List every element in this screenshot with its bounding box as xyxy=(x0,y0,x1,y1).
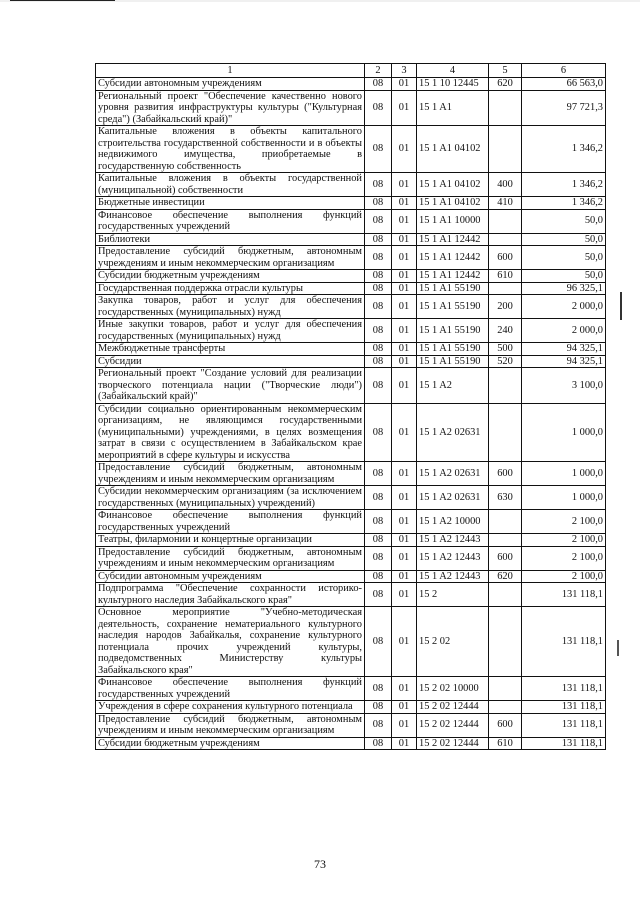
row-expense-type xyxy=(489,90,522,126)
row-name: Предоставление субсидий бюджетным, автономным учреждениям и иным некоммерческим организациям xyxy=(96,246,365,270)
row-target-code: 15 1 A2 10000 xyxy=(417,510,489,534)
row-name: Капитальные вложения в объекты государственной (муниципальной) собственности xyxy=(96,173,365,197)
row-expense-type xyxy=(489,209,522,233)
row-expense-type xyxy=(489,534,522,547)
row-section: 08 xyxy=(365,126,392,173)
table-row xyxy=(96,713,606,737)
row-subsection: 01 xyxy=(392,583,417,607)
scan-margin-mark xyxy=(617,640,619,656)
row-amount: 131 118,1 xyxy=(522,701,606,714)
row-target-code: 15 2 02 12444 xyxy=(417,701,489,714)
row-section: 08 xyxy=(365,701,392,714)
row-subsection: 01 xyxy=(392,534,417,547)
table-row xyxy=(96,737,606,750)
row-name: Финансовое обеспечение выполнения функций государственных учреждений xyxy=(96,510,365,534)
table-row xyxy=(96,126,606,173)
table-row xyxy=(96,534,606,547)
row-target-code: 15 1 A1 04102 xyxy=(417,126,489,173)
row-section: 08 xyxy=(365,343,392,356)
header-col-5: 5 xyxy=(489,64,522,78)
row-amount: 96 325,1 xyxy=(522,282,606,295)
row-name: Субсидии автономным учреждениям xyxy=(96,570,365,583)
row-expense-type xyxy=(489,701,522,714)
row-name: Субсидии социально ориентированным некоммерческим организациям, не являющимся государственными (муниципальными) учреждениями, в целях возмещения затрат в связи с осуществлением в Забайкальском крае мероприятий в сфере культуры и искусства xyxy=(96,403,365,462)
row-section: 08 xyxy=(365,368,392,404)
page-number: 73 xyxy=(314,857,326,871)
row-name: Основное мероприятие "Учебно-методическая деятельность, сохранение нематериального культурного наследия народов Забайкалья, сохранение культурного потенциала прочих учреждений культуры, подведомственных Министерству культуры Забайкальского края" xyxy=(96,607,365,677)
row-expense-type: 630 xyxy=(489,486,522,510)
row-target-code: 15 2 02 12444 xyxy=(417,737,489,750)
row-expense-type xyxy=(489,403,522,462)
row-name: Театры, филармонии и концертные организации xyxy=(96,534,365,547)
row-subsection: 01 xyxy=(392,403,417,462)
row-amount: 131 118,1 xyxy=(522,713,606,737)
row-expense-type: 500 xyxy=(489,343,522,356)
row-section: 08 xyxy=(365,534,392,547)
row-target-code: 15 1 A1 04102 xyxy=(417,173,489,197)
table-row xyxy=(96,570,606,583)
row-target-code: 15 1 A1 55190 xyxy=(417,343,489,356)
row-section: 08 xyxy=(365,546,392,570)
row-subsection: 01 xyxy=(392,319,417,343)
row-amount: 66 563,0 xyxy=(522,78,606,91)
row-section: 08 xyxy=(365,246,392,270)
row-section: 08 xyxy=(365,282,392,295)
row-section: 08 xyxy=(365,209,392,233)
row-subsection: 01 xyxy=(392,607,417,677)
table-row xyxy=(96,462,606,486)
row-expense-type: 200 xyxy=(489,295,522,319)
row-subsection: 01 xyxy=(392,713,417,737)
table-row xyxy=(96,173,606,197)
row-subsection: 01 xyxy=(392,486,417,510)
header-row xyxy=(96,64,606,78)
row-subsection: 01 xyxy=(392,462,417,486)
row-amount: 131 118,1 xyxy=(522,737,606,750)
row-name: Субсидии автономным учреждениям xyxy=(96,78,365,91)
table-row xyxy=(96,78,606,91)
row-section: 08 xyxy=(365,607,392,677)
row-name: Закупка товаров, работ и услуг для обеспечения государственных (муниципальных) нужд xyxy=(96,295,365,319)
row-amount: 50,0 xyxy=(522,209,606,233)
row-section: 08 xyxy=(365,737,392,750)
row-expense-type: 620 xyxy=(489,78,522,91)
row-target-code: 15 1 A1 10000 xyxy=(417,209,489,233)
row-target-code: 15 1 A2 xyxy=(417,368,489,404)
row-amount: 50,0 xyxy=(522,233,606,246)
row-expense-type xyxy=(489,583,522,607)
row-subsection: 01 xyxy=(392,78,417,91)
row-target-code: 15 1 A1 12442 xyxy=(417,270,489,283)
row-target-code: 15 1 A2 02631 xyxy=(417,403,489,462)
row-name: Межбюджетные трансферты xyxy=(96,343,365,356)
row-amount: 1 000,0 xyxy=(522,462,606,486)
row-amount: 131 118,1 xyxy=(522,677,606,701)
row-name: Учреждения в сфере сохранения культурного потенциала xyxy=(96,701,365,714)
row-subsection: 01 xyxy=(392,270,417,283)
row-target-code: 15 1 A1 55190 xyxy=(417,319,489,343)
row-expense-type: 610 xyxy=(489,737,522,750)
row-name: Финансовое обеспечение выполнения функций государственных учреждений xyxy=(96,209,365,233)
row-name: Субсидии некоммерческим организациям (за исключением государственных (муниципальных) учреждений) xyxy=(96,486,365,510)
table-row xyxy=(96,486,606,510)
row-subsection: 01 xyxy=(392,546,417,570)
row-expense-type xyxy=(489,510,522,534)
row-section: 08 xyxy=(365,319,392,343)
row-expense-type: 400 xyxy=(489,173,522,197)
header-col-4: 4 xyxy=(417,64,489,78)
scan-margin-mark xyxy=(620,292,622,320)
row-name: Библиотеки xyxy=(96,233,365,246)
row-section: 08 xyxy=(365,403,392,462)
row-subsection: 01 xyxy=(392,737,417,750)
row-name: Субсидии бюджетным учреждениям xyxy=(96,737,365,750)
header-col-6: 6 xyxy=(522,64,606,78)
row-name: Субсидии бюджетным учреждениям xyxy=(96,270,365,283)
row-expense-type: 600 xyxy=(489,246,522,270)
row-target-code: 15 2 02 10000 xyxy=(417,677,489,701)
row-amount: 1 000,0 xyxy=(522,486,606,510)
row-expense-type: 600 xyxy=(489,713,522,737)
row-subsection: 01 xyxy=(392,510,417,534)
row-amount: 1 346,2 xyxy=(522,126,606,173)
row-amount: 2 100,0 xyxy=(522,546,606,570)
row-target-code: 15 1 A1 55190 xyxy=(417,295,489,319)
row-amount: 1 346,2 xyxy=(522,197,606,210)
table-row xyxy=(96,319,606,343)
row-section: 08 xyxy=(365,713,392,737)
row-amount: 2 100,0 xyxy=(522,510,606,534)
table-row xyxy=(96,295,606,319)
row-expense-type xyxy=(489,368,522,404)
row-target-code: 15 1 A2 12443 xyxy=(417,546,489,570)
table-row xyxy=(96,270,606,283)
table-row xyxy=(96,246,606,270)
row-target-code: 15 2 02 12444 xyxy=(417,713,489,737)
row-section: 08 xyxy=(365,462,392,486)
row-subsection: 01 xyxy=(392,197,417,210)
row-section: 08 xyxy=(365,197,392,210)
row-expense-type xyxy=(489,607,522,677)
row-section: 08 xyxy=(365,173,392,197)
row-name: Финансовое обеспечение выполнения функций государственных учреждений xyxy=(96,677,365,701)
row-target-code: 15 1 10 12445 xyxy=(417,78,489,91)
row-section: 08 xyxy=(365,677,392,701)
row-target-code: 15 1 A2 02631 xyxy=(417,486,489,510)
row-subsection: 01 xyxy=(392,677,417,701)
row-expense-type xyxy=(489,677,522,701)
row-name: Предоставление субсидий бюджетным, автономным учреждениям и иным некоммерческим организациям xyxy=(96,462,365,486)
row-name: Субсидии xyxy=(96,355,365,368)
row-subsection: 01 xyxy=(392,90,417,126)
row-expense-type: 620 xyxy=(489,570,522,583)
row-amount: 2 000,0 xyxy=(522,319,606,343)
row-amount: 94 325,1 xyxy=(522,355,606,368)
row-amount: 131 118,1 xyxy=(522,607,606,677)
row-subsection: 01 xyxy=(392,343,417,356)
table-row xyxy=(96,282,606,295)
row-subsection: 01 xyxy=(392,282,417,295)
row-expense-type: 410 xyxy=(489,197,522,210)
row-target-code: 15 1 A1 04102 xyxy=(417,197,489,210)
row-section: 08 xyxy=(365,355,392,368)
row-expense-type xyxy=(489,126,522,173)
row-target-code: 15 1 A2 02631 xyxy=(417,462,489,486)
row-target-code: 15 1 A2 12443 xyxy=(417,534,489,547)
row-expense-type: 610 xyxy=(489,270,522,283)
row-section: 08 xyxy=(365,570,392,583)
row-expense-type: 520 xyxy=(489,355,522,368)
row-target-code: 15 2 02 xyxy=(417,607,489,677)
row-subsection: 01 xyxy=(392,355,417,368)
header-col-2: 2 xyxy=(365,64,392,78)
row-amount: 94 325,1 xyxy=(522,343,606,356)
row-section: 08 xyxy=(365,583,392,607)
row-subsection: 01 xyxy=(392,209,417,233)
row-expense-type: 600 xyxy=(489,546,522,570)
row-amount: 50,0 xyxy=(522,246,606,270)
row-target-code: 15 1 A1 55190 xyxy=(417,282,489,295)
row-amount: 2 100,0 xyxy=(522,534,606,547)
row-section: 08 xyxy=(365,90,392,126)
scan-top-mark xyxy=(10,0,115,1)
row-section: 08 xyxy=(365,295,392,319)
row-name: Предоставление субсидий бюджетным, автономным учреждениям и иным некоммерческим организациям xyxy=(96,713,365,737)
table-row xyxy=(96,403,606,462)
row-section: 08 xyxy=(365,233,392,246)
row-amount: 1 346,2 xyxy=(522,173,606,197)
row-amount: 131 118,1 xyxy=(522,583,606,607)
row-target-code: 15 1 A1 55190 xyxy=(417,355,489,368)
row-target-code: 15 1 A2 12443 xyxy=(417,570,489,583)
budget-table xyxy=(95,63,606,750)
row-subsection: 01 xyxy=(392,173,417,197)
row-subsection: 01 xyxy=(392,126,417,173)
row-expense-type xyxy=(489,282,522,295)
row-name: Государственная поддержка отрасли культуры xyxy=(96,282,365,295)
table-row xyxy=(96,90,606,126)
table-row xyxy=(96,546,606,570)
row-amount: 2 100,0 xyxy=(522,570,606,583)
row-name: Региональный проект "Обеспечение качественно нового уровня развития инфраструктуры культуры ("Культурная среда") (Забайкальский край)" xyxy=(96,90,365,126)
row-name: Подпрограмма "Обеспечение сохранности историко-культурного наследия Забайкальского края" xyxy=(96,583,365,607)
row-amount: 2 000,0 xyxy=(522,295,606,319)
row-expense-type: 240 xyxy=(489,319,522,343)
row-section: 08 xyxy=(365,270,392,283)
table-row xyxy=(96,209,606,233)
table-row xyxy=(96,368,606,404)
row-subsection: 01 xyxy=(392,701,417,714)
row-target-code: 15 1 A1 12442 xyxy=(417,246,489,270)
row-expense-type xyxy=(489,233,522,246)
table-row xyxy=(96,701,606,714)
row-subsection: 01 xyxy=(392,233,417,246)
header-col-1: 1 xyxy=(96,64,365,78)
header-col-3: 3 xyxy=(392,64,417,78)
table-row xyxy=(96,355,606,368)
row-amount: 1 000,0 xyxy=(522,403,606,462)
row-name: Бюджетные инвестиции xyxy=(96,197,365,210)
row-amount: 3 100,0 xyxy=(522,368,606,404)
row-amount: 97 721,3 xyxy=(522,90,606,126)
table-row xyxy=(96,510,606,534)
table-row xyxy=(96,197,606,210)
row-section: 08 xyxy=(365,510,392,534)
row-expense-type: 600 xyxy=(489,462,522,486)
row-target-code: 15 1 A1 12442 xyxy=(417,233,489,246)
row-target-code: 15 1 A1 xyxy=(417,90,489,126)
row-section: 08 xyxy=(365,78,392,91)
row-section: 08 xyxy=(365,486,392,510)
row-name: Капитальные вложения в объекты капитального строительства государственной собственности и в объекты недвижимого имущества, приобретаемые в государственную собственность xyxy=(96,126,365,173)
table-row xyxy=(96,343,606,356)
row-name: Предоставление субсидий бюджетным, автономным учреждениям и иным некоммерческим организациям xyxy=(96,546,365,570)
table-row xyxy=(96,233,606,246)
row-subsection: 01 xyxy=(392,246,417,270)
row-target-code: 15 2 xyxy=(417,583,489,607)
row-name: Иные закупки товаров, работ и услуг для обеспечения государственных (муниципальных) нужд xyxy=(96,319,365,343)
row-name: Региональный проект "Создание условий для реализации творческого потенциала нации ("Творческие люди") (Забайкальский край)" xyxy=(96,368,365,404)
row-subsection: 01 xyxy=(392,570,417,583)
table-row xyxy=(96,677,606,701)
table-row xyxy=(96,607,606,677)
row-amount: 50,0 xyxy=(522,270,606,283)
row-subsection: 01 xyxy=(392,295,417,319)
table-row xyxy=(96,583,606,607)
table-body xyxy=(96,78,606,750)
row-subsection: 01 xyxy=(392,368,417,404)
